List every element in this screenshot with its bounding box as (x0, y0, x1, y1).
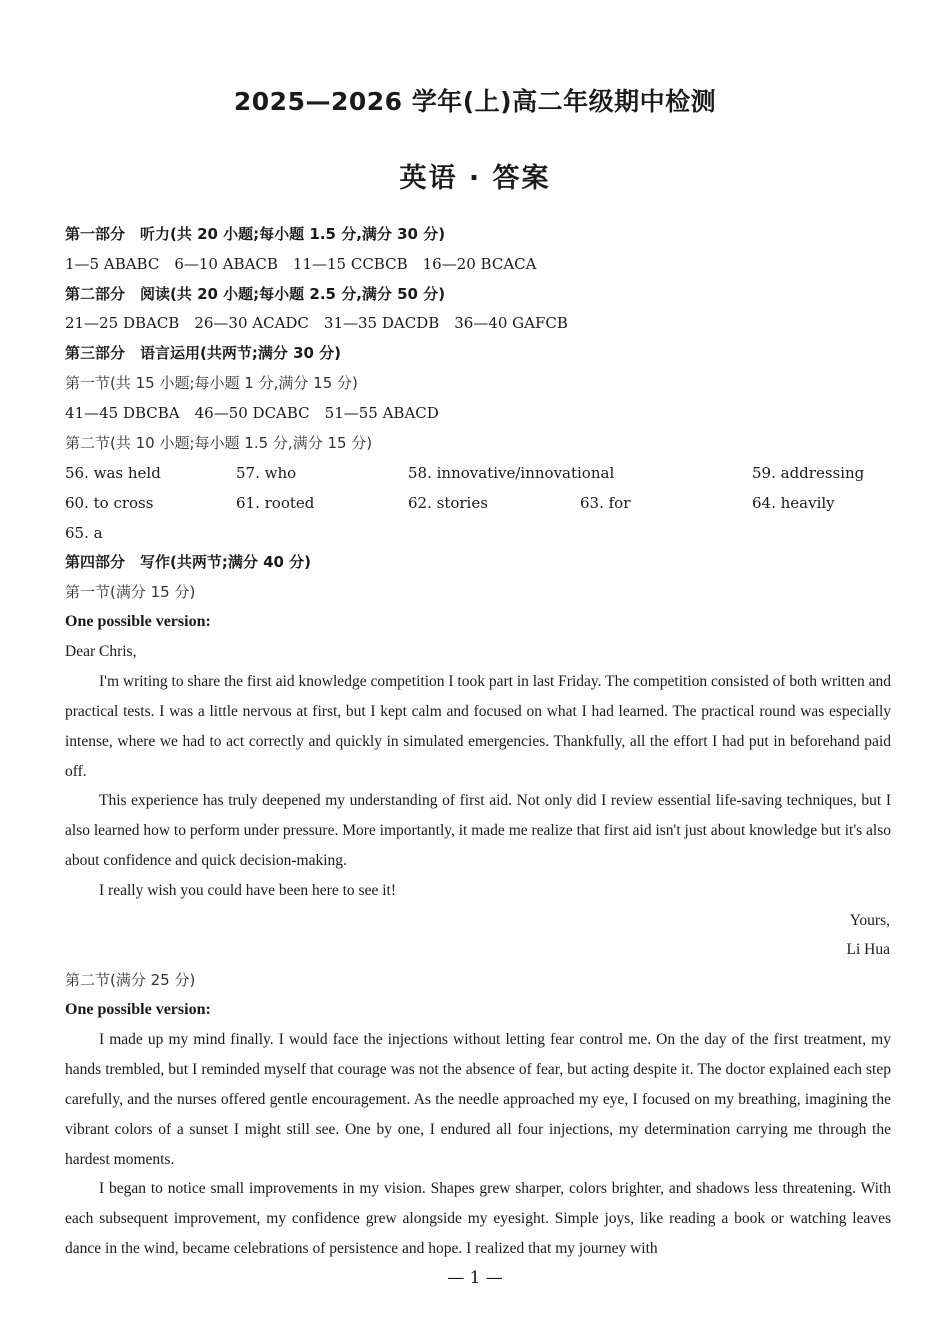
part3-heading: 第三部分 语言运用(共两节;满分 30 分) (65, 344, 342, 362)
letter-paragraph-1: I'm writing to share the first aid knowledge competition I took part in last Friday. The competition consisted of both written and practical tests. I was a little nervous at first, but I kept calm and focused on what I had learned. The practical round was especially intense, where we had to act correctly and quickly in simulated emergencies. Thankfully, all the effort I had put in beforehand paid off. (65, 673, 891, 780)
page-title: 2025—2026 学年(上)高二年级期中检测 (233, 87, 717, 116)
part2-heading: 第二部分 阅读(共 20 小题;每小题 2.5 分,满分 50 分) (65, 285, 446, 303)
part4-section1-heading: 第一节(满分 15 分) (65, 583, 196, 601)
story-paragraph-2: I began to notice small improvements in my vision. Shapes grew sharper, colors brighter, and shadows less threatening. With each subsequent improvement, my confidence grew alongside my eyesight. Simple joys, like reading a book or watching leaves dance in the wind, became celebrations of persistence and hope. I realized that my journey with (65, 1180, 891, 1257)
part3-section2-heading: 第二节(共 10 小题;每小题 1.5 分,满分 15 分) (65, 434, 373, 452)
letter-closing: Yours, (849, 912, 890, 929)
letter-signature: Li Hua (846, 941, 890, 958)
answer-61: 61. rooted (236, 494, 315, 512)
answer-56: 56. was held (65, 464, 161, 482)
page-number: — 1 — (447, 1268, 503, 1288)
letter-paragraph-2: This experience has truly deepened my understanding of first aid. Not only did I review essential life-saving techniques, but I also learned how to perform under pressure. More importantly, it made me realize that first aid isn't just about knowledge but it's also about confidence and quick decision-making. (65, 792, 891, 869)
part3-section1-heading: 第一节(共 15 小题;每小题 1 分,满分 15 分) (65, 374, 358, 392)
answer-64: 64. heavily (752, 494, 835, 512)
answer-59: 59. addressing (752, 464, 865, 482)
answer-63: 63. for (580, 494, 631, 512)
section2-version-label: One possible version: (65, 1001, 211, 1018)
part1-heading: 第一部分 听力(共 20 小题;每小题 1.5 分,满分 30 分) (65, 225, 446, 243)
answer-65: 65. a (65, 524, 103, 542)
story-paragraph-1: I made up my mind finally. I would face the injections without letting fear control me. On the day of the first treatment, my hands trembled, but I reminded myself that courage was not the absence of fear, but acting despite it. The doctor explained each step carefully, and the nurses offered gentle encouragement. As the needle approached my eye, I focused on my breathing, imagining the vibrant colors of a sunset I might still see. One by one, I endured all four injections, my determination carrying me through the hardest moments. (65, 1031, 891, 1168)
part3-section1-answers: 41—45 DBCBA 46—50 DCABC 51—55 ABACD (65, 404, 439, 422)
answer-57: 57. who (236, 464, 297, 482)
letter-paragraph-3: I really wish you could have been here to see it! (99, 882, 396, 899)
part2-answers: 21—25 DBACB 26—30 ACADC 31—35 DACDB 36—40 GAFCB (65, 314, 568, 332)
answer-62: 62. stories (408, 494, 488, 512)
section1-version-label: One possible version: (65, 613, 211, 630)
letter-salutation: Dear Chris, (65, 643, 137, 660)
part4-heading: 第四部分 写作(共两节;满分 40 分) (65, 553, 312, 571)
page-subtitle: 英语 · 答案 (399, 163, 551, 194)
answer-60: 60. to cross (65, 494, 154, 512)
answer-58: 58. innovative/innovational (408, 464, 615, 482)
part4-section2-heading: 第二节(满分 25 分) (65, 971, 196, 989)
part1-answers: 1—5 ABABC 6—10 ABACB 11—15 CCBCB 16—20 BCACA (65, 255, 537, 273)
